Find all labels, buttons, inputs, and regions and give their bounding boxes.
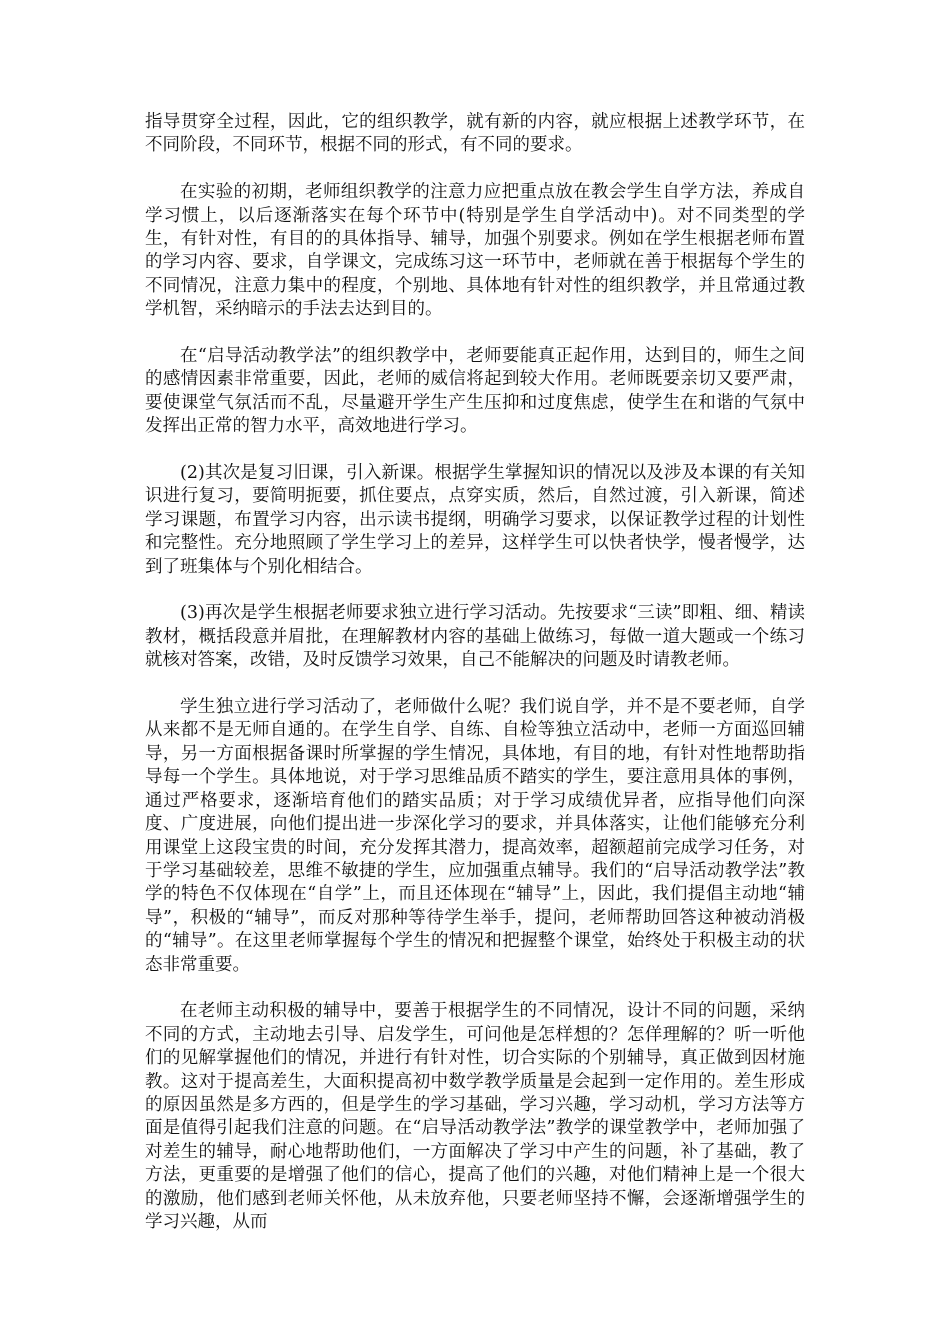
paragraph-independent-study: (3)再次是学生根据老师要求独立进行学习活动。先按要求“三读”即粗、细、精读教材，概括段意并眉批，在理解教材内容的基础上做练习，每做一道大题或一个练习就核对答案，改错，及时反馈学习效果，自己不能解决的问题及时请教老师。 xyxy=(145,603,805,671)
paragraph-continuation: 指导贯穿全过程，因此，它的组织教学，就有新的内容，就应根据上述教学环节，在不同阶段，不同环节，根据不同的形式，有不同的要求。 xyxy=(145,112,805,156)
paragraph-teacher-guidance: 学生独立进行学习活动了，老师做什么呢？我们说自学，并不是不要老师，自学从来都不是无师自通的。在学生自学、自练、自检等独立活动中，老师一方面巡回辅导，另一方面根据备课时所掌握的学生情况，具体地，有目的地，有针对性地帮助指导每一个学生。具体地说，对于学习思维品质不踏实的学生，要注意用具体的事例，通过严格要求，逐渐培育他们的踏实品质；对于学习成绩优异者，应指导他们向深度、广度进展，向他们提出进一步深化学习的要求，并具体落实，让他们能够充分利用课堂上这段宝贵的时间，充分发挥其潜力，提高效率，超额超前完成学习任务，对于学习基础较差，思维不敏捷的学生，应加强重点辅导。我们的“启导活动教学法”教学的特色不仅体现在“自学”上，而且还体现在“辅导”上，因此，我们提倡主动地“辅导”，积极的“辅导”，而反对那种等待学生举手，提问，老师帮助回答这种被动消极的“辅导”。在这里老师掌握每个学生的情况和把握整个课堂，始终处于积极主动的状态非常重要。 xyxy=(145,697,805,975)
paragraph-review-lesson: (2)其次是复习旧课，引入新课。根据学生掌握知识的情况以及涉及本课的有关知识进行复习，要简明扼要，抓住要点，点穿实质，然后，自然过渡，引入新课，简述学习课题，布置学习内容，出示读书提纲，明确学习要求，以保证教学过程的计划性和完整性。充分地照顾了学生学习上的差异，这样学生可以快者快学，慢者慢学，达到了班集体与个别化相结合。 xyxy=(145,463,805,577)
paragraph-initial-stage: 在实验的初期，老师组织教学的注意力应把重点放在教会学生自学方法，养成自学习惯上，以后逐渐落实在每个环节中(特别是学生自学活动中)。对不同类型的学生，有针对性，有目的的具体指导、辅导，加强个别要求。例如在学生根据老师布置的学习内容、要求，自学课文，完成练习这一环节中，老师就在善于根据每个学生的不同情况，注意力集中的程度，个别地、具体地有针对性的组织教学，并且常通过教学机智，采纳暗示的手法去达到目的。 xyxy=(145,182,805,320)
paragraph-active-tutoring: 在老师主动积极的辅导中，要善于根据学生的不同情况，设计不同的问题，采纳不同的方式，主动地去引导、启发学生，可问他是怎样想的？怎佯理解的？听一听他们的见解掌握他们的情况，并进行有针对性，切合实际的个别辅导，真正做到因材施教。这对于提高差生，大面积提高初中数学教学质量是会起到一定作用的。差生形成的原因虽然是多方西的，但是学生的学习基础，学习兴趣，学习动机，学习方法等方面是值得引起我们注意的问题。在“启导活动教学法”教学的课堂教学中，老师加强了对差生的辅导，耐心地帮助他们，一方面解决了学习中产生的问题，补了基础，教了方法，更重要的是增强了他们的信心，提高了他们的兴趣，对他们精神上是一个很大的激励，他们感到老师关怀他，从未放弃他，只要老师坚持不懈，会逐渐增强学生的学习兴趣，从而 xyxy=(145,1001,805,1232)
paragraph-teacher-authority: 在“启导活动教学法”的组织教学中，老师要能真正起作用，达到目的，师生之间的感情因素非常重要，因此，老师的威信将起到较大作用。老师既要亲切又要严肃，要使课堂气氛活而不乱，尽量避开学生产生压抑和过度焦虑，使学生在和谐的气氛中发挥出正常的智力水平，高效地进行学习。 xyxy=(145,346,805,437)
document-page xyxy=(145,111,805,1258)
